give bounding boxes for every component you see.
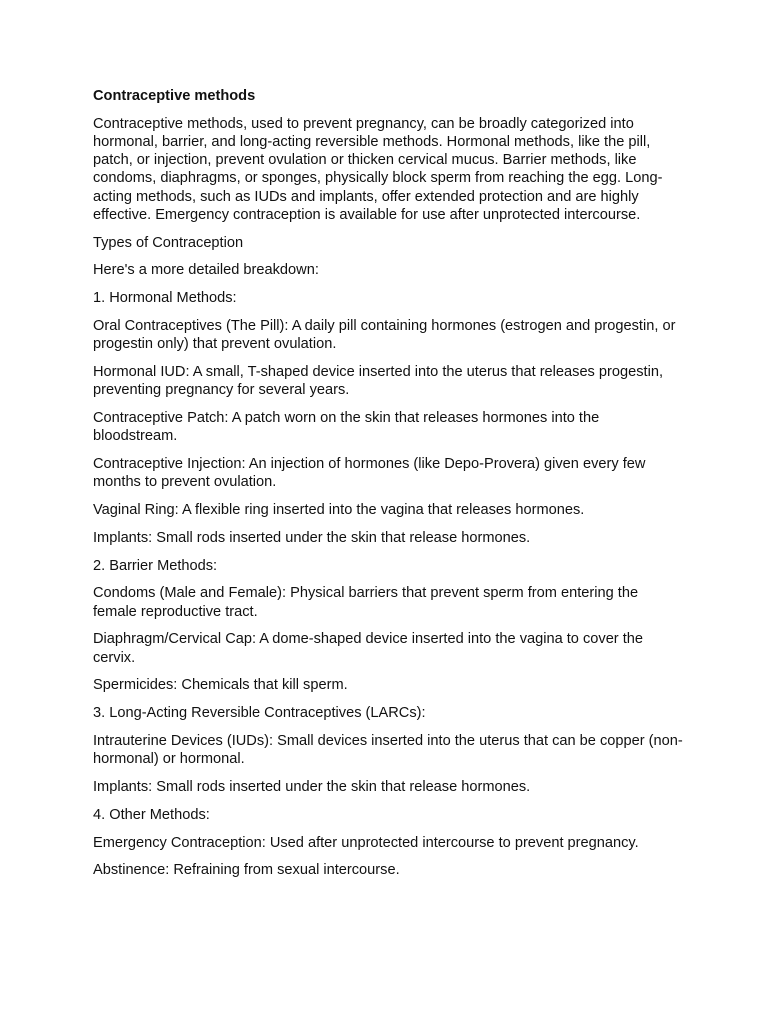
- list-item: Abstinence: Refraining from sexual intercourse.: [93, 862, 400, 879]
- list-item: Vaginal Ring: A flexible ring inserted into the vagina that releases hormones.: [93, 502, 585, 518]
- list-item: Hormonal IUD: A small, T-shaped device inserted into the uterus that releases progestin, preventing pregnancy for several years.: [93, 364, 663, 399]
- intro-paragraph: Contraceptive methods, used to prevent pregnancy, can be broadly categorized into hormonal, barrier, and long-acting reversible methods. Hormonal methods, like the pill, patch, or injection, prevent ovulation or thicken cervical mucus. Barrier methods, like condoms, diaphragms, or sponges, physically block sperm from reaching the egg. Long-acting methods, such as IUDs and implants, offer extended protection and are highly effective. Emergency contraception is available for use after unprotected intercourse.: [93, 115, 663, 223]
- section-heading: 4. Other Methods:: [93, 806, 210, 823]
- list-item: Implants: Small rods inserted under the skin that release hormones.: [93, 529, 531, 546]
- types-heading: Types of Contraception: [93, 234, 244, 251]
- list-item: Spermicides: Chemicals that kill sperm.: [93, 677, 348, 694]
- breakdown-intro: Here's a more detailed breakdown:: [93, 262, 319, 279]
- section-barrier: [93, 557, 683, 695]
- section-heading: 2. Barrier Methods:: [93, 557, 218, 574]
- list-item: Oral Contraceptives (The Pill): A daily pill containing hormones (estrogen and progestin, or progestin only) that prevent ovulation.: [93, 318, 676, 353]
- list-item: Emergency Contraception: Used after unprotected intercourse to prevent pregnancy.: [93, 834, 639, 851]
- section-hormonal: [93, 289, 683, 547]
- section-heading: 1. Hormonal Methods:: [93, 290, 237, 307]
- list-item: Diaphragm/Cervical Cap: A dome-shaped device inserted into the vagina to cover the cervix.: [93, 631, 644, 666]
- section-larc: [93, 704, 683, 796]
- list-item: Condoms (Male and Female): Physical barriers that prevent sperm from entering the female reproductive tract.: [93, 585, 639, 620]
- document-title: Contraceptive methods: [93, 88, 256, 104]
- list-item: Contraceptive Patch: A patch worn on the skin that releases hormones into the bloodstream.: [93, 410, 600, 445]
- list-item: Intrauterine Devices (IUDs): Small devices inserted into the uterus that can be copper (non-hormonal) or hormonal.: [93, 732, 683, 768]
- section-heading: 3. Long-Acting Reversible Contraceptives (LARCs):: [93, 705, 426, 722]
- document-page: [93, 87, 683, 889]
- section-other: [93, 806, 683, 880]
- list-item: Contraceptive Injection: An injection of hormones (like Depo-Provera) given every few months to prevent ovulation.: [93, 456, 646, 491]
- list-item: Implants: Small rods inserted under the skin that release hormones.: [93, 778, 531, 795]
